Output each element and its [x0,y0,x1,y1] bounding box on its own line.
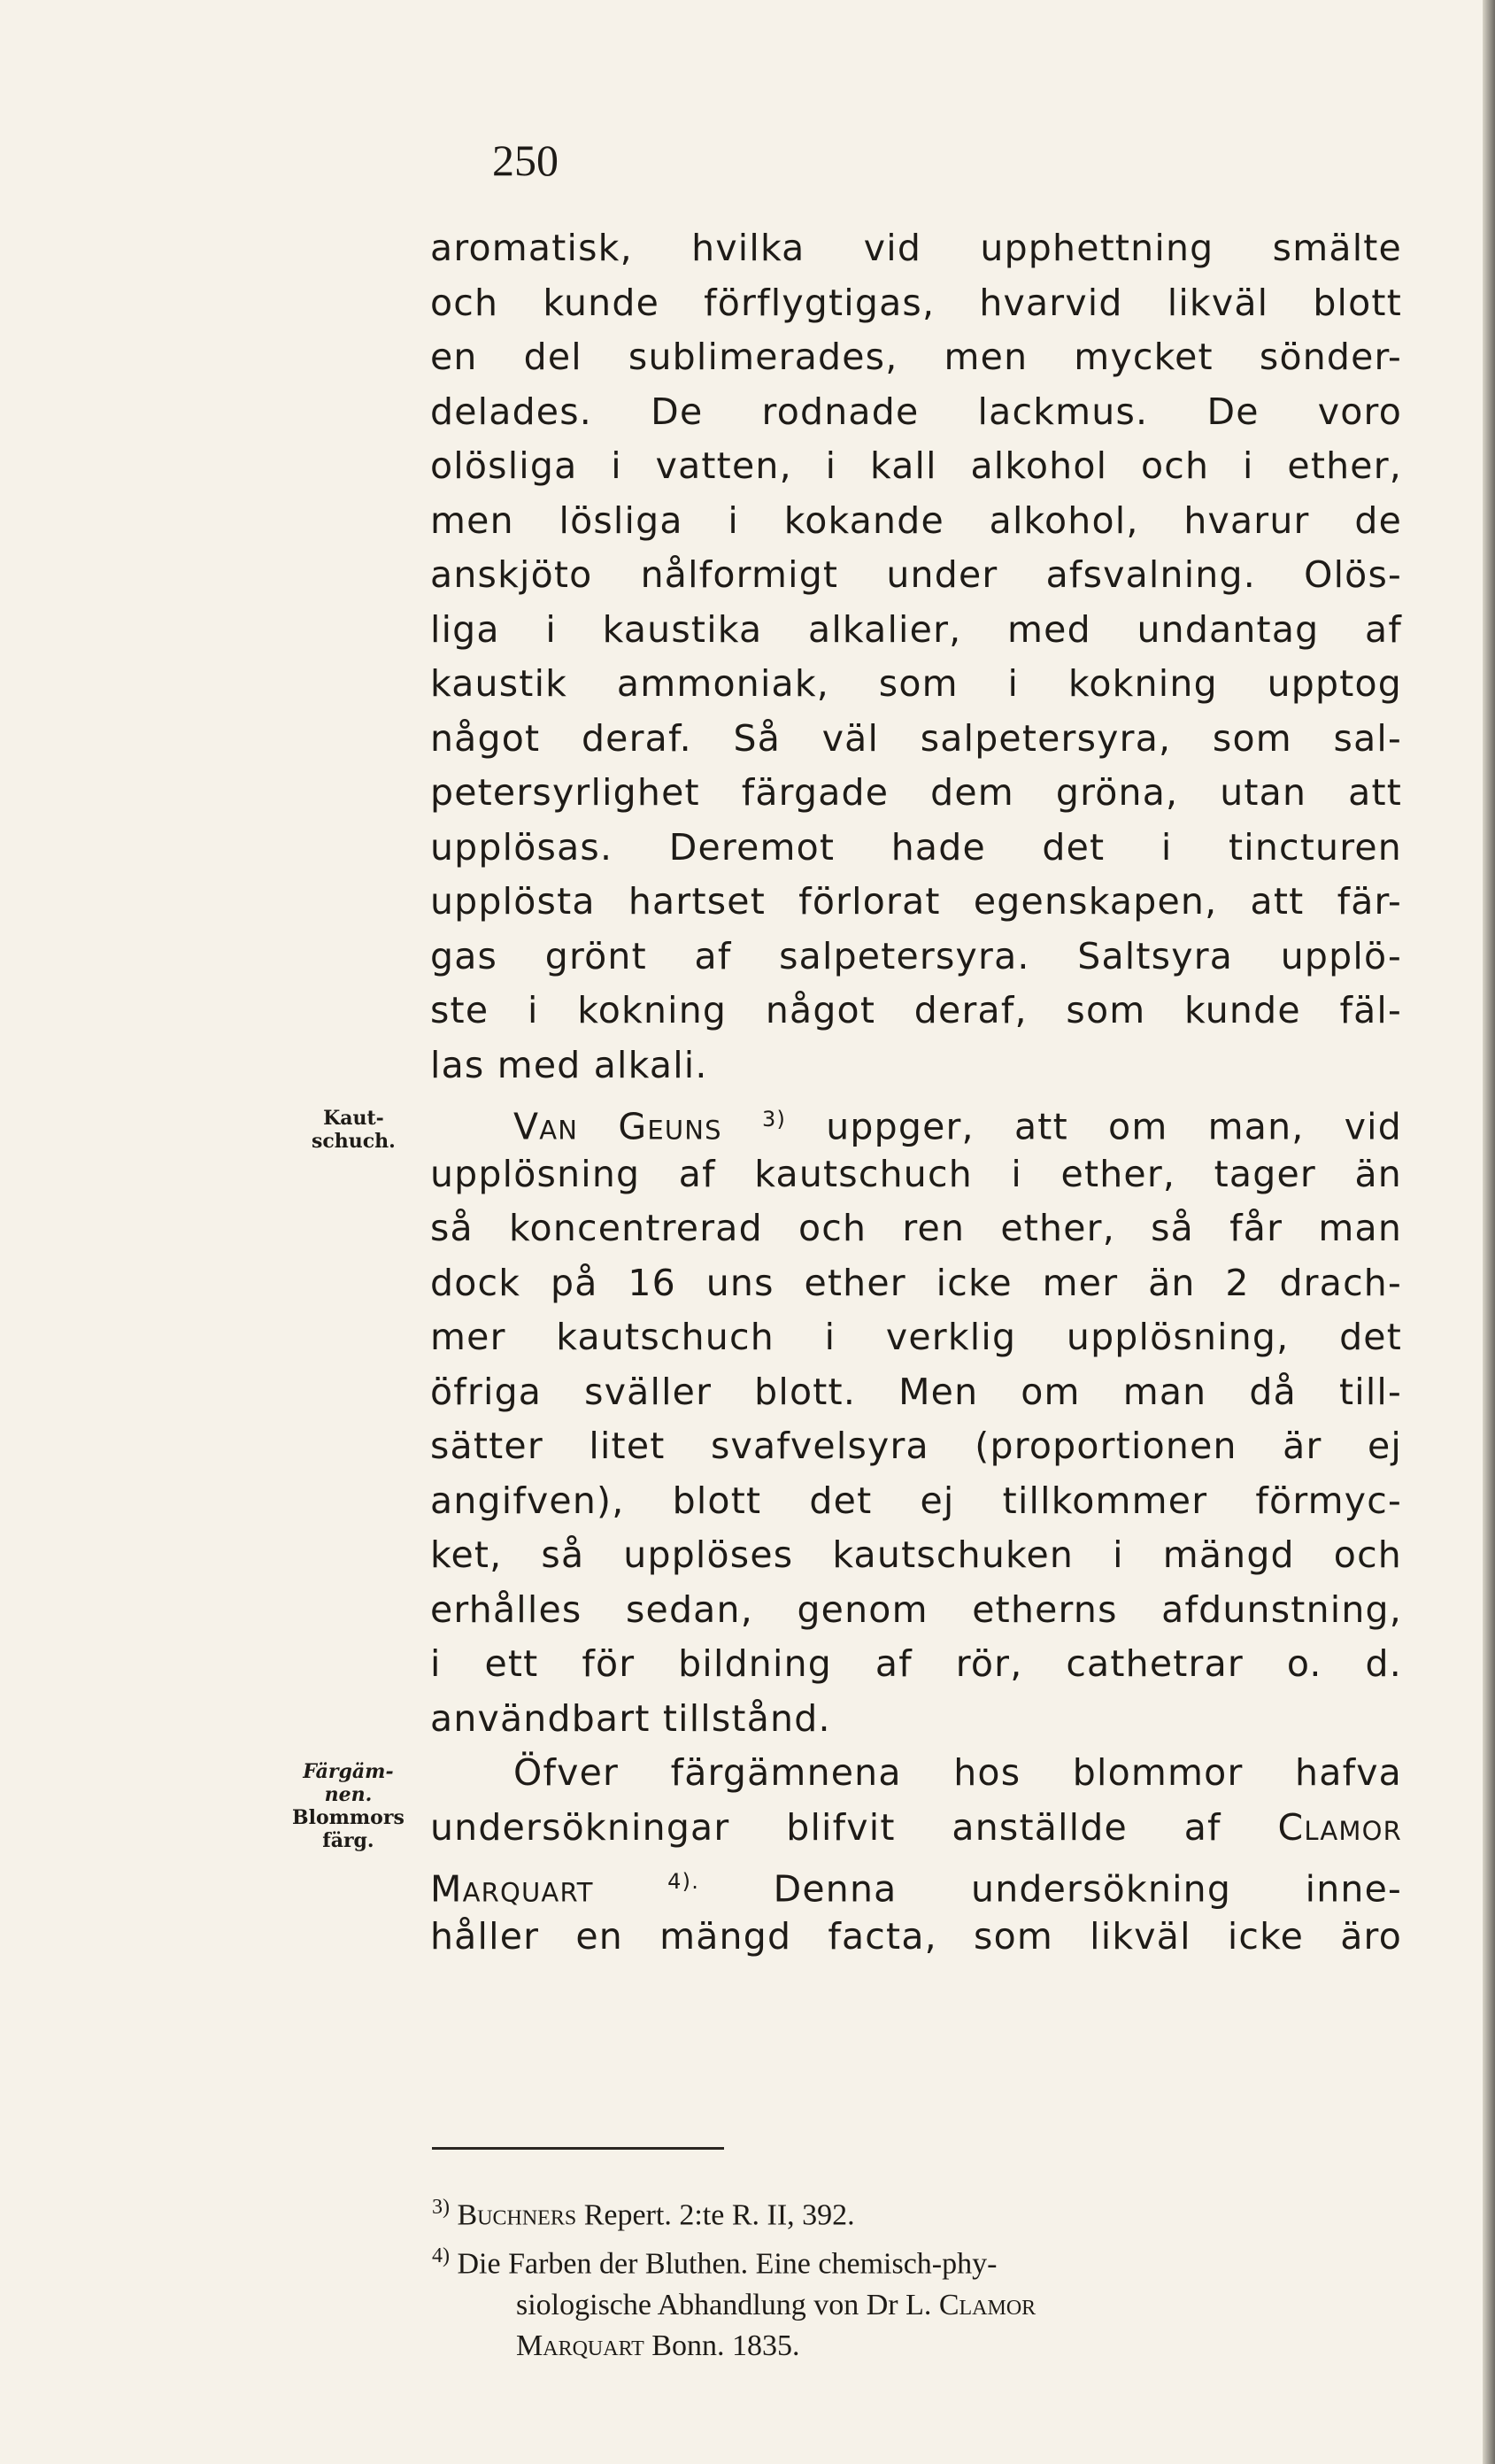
footnote-text: Repert. 2:te R. II, 392. [583,2198,855,2232]
text-line: upplösta hartset förlorat egenskapen, att fär- [430,880,1402,923]
text-line: upplösas. Deremot hade det i tincturen [430,825,1402,869]
text-line: upplösning af kautschuch i ether, tager än [430,1152,1402,1195]
author-name: Marquart [430,1867,594,1911]
text-line: så koncentrerad och ren ether, så får man [430,1207,1402,1249]
text-line: mer kautschuch i verklig upplösning, det [430,1316,1402,1358]
margin-note-fargamnen [292,1760,405,1852]
text-line: sätter litet svafvelsyra (proportionen är ej [430,1425,1402,1467]
body-text [430,221,1402,1964]
footnote-text: Bonn. 1835. [651,2329,800,2362]
text-line: något deraf. Så väl salpetersyra, som sal- [430,716,1402,760]
text-line: erhålles sedan, genom etherns afdunstning, [430,1587,1402,1631]
text-line: och kunde förflygtigas, hvarvid likväl blott [430,281,1402,324]
footnote-mark: 3) [432,2196,450,2219]
text-line: delades. De rodnade lackmus. De voro [430,390,1402,433]
footnote-author: Clamor [938,2288,1036,2321]
text-line-author [430,1093,1402,1147]
margin-note-line: Blommors [292,1806,405,1829]
footnote-ref: 4). [667,1869,700,1894]
text-line: las med alkali. [430,1043,708,1086]
margin-note-line: Färgäm- [303,1760,394,1783]
page-edge-shadow [1483,0,1495,2464]
text-line: en del sublimerades, men mycket sönder- [430,336,1402,378]
footnote-mark: 4) [432,2244,450,2268]
footnote-author: Marquart [516,2329,644,2362]
text-line: men lösliga i kokande alkohol, hvarur de [430,498,1402,542]
text-line: Öfver färgämnena hos blommor hafva [513,1751,1402,1794]
footnote-4-continuation [432,2285,1406,2326]
text-line: kaustik ammoniak, som i kokning upptog [430,662,1402,705]
margin-note-line: Kaut- [323,1107,384,1130]
footnote-author: Buchners [457,2198,577,2232]
text-line: håller en mängd facta, som likväl icke äro [430,1914,1402,1958]
footnotes [432,2187,1406,2367]
text-line: petersyrlighet färgade dem gröna, utan att [430,771,1402,814]
author-name: Van Geuns [513,1105,722,1148]
text-line: gas grönt af salpetersyra. Saltsyra upplö- [430,934,1402,977]
margin-note-line: schuch. [312,1130,396,1153]
footnote-text: Die Farben der Bluthen. Eine chemisch-phy- [457,2247,998,2281]
text-line-start: undersökningar blifvit anställde af [430,1805,1221,1849]
footnote-ref: 3) [761,1107,787,1132]
text-line: i ett för bildning af rör, cathetrar o. d. [430,1642,1402,1685]
text-line-rest: Denna undersökning inne- [773,1867,1402,1911]
text-line: angifven), blott det ej tillkommer förmyc- [430,1479,1402,1522]
text-line: liga i kaustika alkalier, med undantag af [430,607,1402,651]
text-line: aromatisk, hvilka vid upphettning smälte [430,227,1402,269]
text-line: anskjöto nålformigt under afsvalning. Olös- [430,553,1402,596]
text-line-author [430,1801,1402,1856]
footnote-divider [432,2147,724,2150]
footnote-text: siologische Abhandlung von Dr L. [516,2288,932,2321]
margin-note-line: nen. [324,1783,373,1806]
page-number: 250 [492,135,559,185]
footnote-3 [432,2187,1406,2236]
text-line: ste i kokning något deraf, som kunde fäl- [430,989,1402,1031]
margin-note-line: färg. [322,1829,374,1852]
text-line: dock på 16 uns ether icke mer än 2 drach- [430,1261,1402,1304]
text-line-author [430,1855,1402,1910]
text-line-rest: uppger, att om man, vid [826,1105,1402,1148]
text-line: användbart tillstånd. [430,1696,831,1740]
author-name: Clamor [1277,1805,1403,1849]
text-line: öfriga sväller blott. Men om man då till- [430,1370,1402,1413]
text-line: olösliga i vatten, i kall alkohol och i ether, [430,444,1402,487]
text-line: ket, så upplöses kautschuken i mängd och [430,1533,1402,1576]
footnote-4 [432,2236,1406,2284]
margin-note-kautschuch [312,1107,396,1153]
footnote-4-continuation [432,2326,1406,2367]
